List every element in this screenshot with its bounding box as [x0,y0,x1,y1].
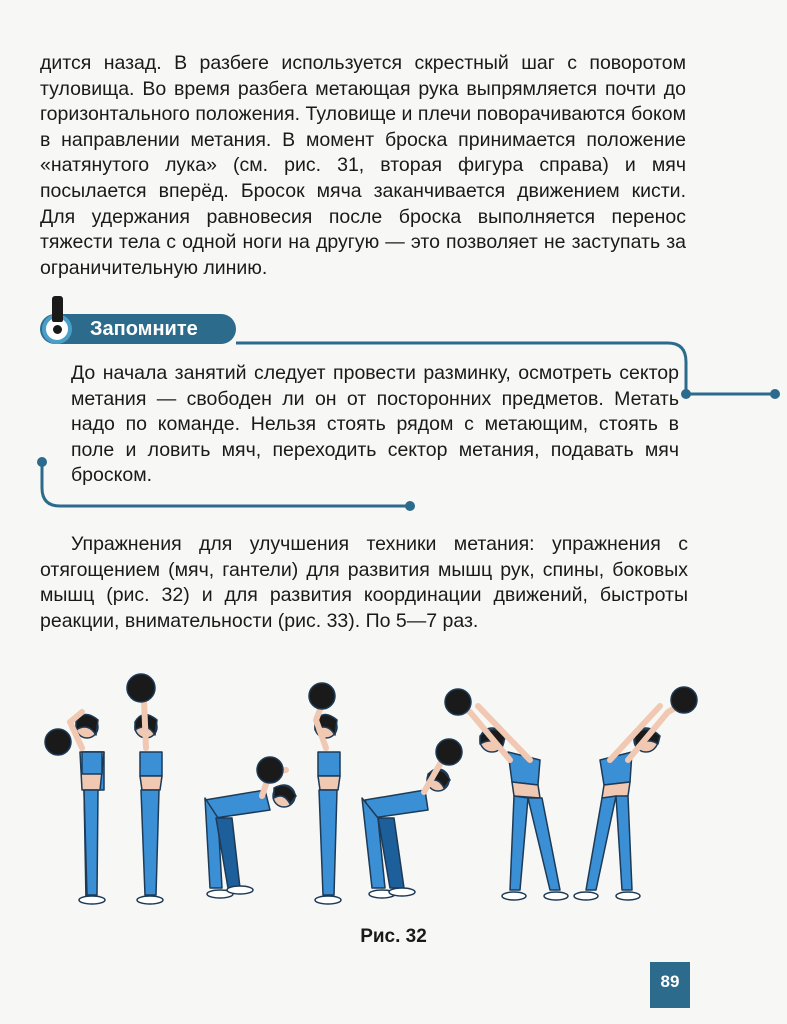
exercise-figure-6 [445,689,568,900]
remember-title: Запомните [90,318,198,340]
exercise-figure-7 [574,687,697,900]
exercise-figure-2 [127,674,163,904]
exercise-figure-3 [205,757,296,898]
exercise-figure-5 [362,739,462,898]
paragraph-exercises: Упражнения для улучшения техники метания: упражнения с отягощением (мяч, гантели) для развития мышц рук, спины, боковых мышц (рис. 32) и для развития координации движений, быстроты реакции, внимательности (рис. 33). По 5—7 раз. [40,533,688,632]
exercise-figure-1 [45,712,105,904]
remember-text: До начала занятий следует провести разминку, осмотреть сектор метания — свободен ли он от посторонних предметов. Метать надо по команде. Нельзя стоять рядом с метающим, стоять в поле и ловить мяч, переходить сектор метания, подавать мяч броском. [71,362,679,487]
exercise-figure-4 [309,683,341,904]
page-number: 89 [650,962,690,1008]
figure-caption: Рис. 32 [360,926,427,947]
paragraph-throwing-technique: дится назад. В разбеге используется скрестный шаг с поворотом туловища. Во время разбега метающая рука выпрямляется почти до горизонтального положения. Туловище и плечи поворачиваются боком в направлении метания. В момент броска принимается положение «натянутого лука» (см. рис. 31, вторая фигура справа) и мяч посылается вперёд. Бросок мяча заканчивается движением кисти. Для удержания равновесия после броска выполняется перенос тяжести тела с одной ноги на другую — это позволяет не заступать за ограничительную линию. [40,52,686,279]
